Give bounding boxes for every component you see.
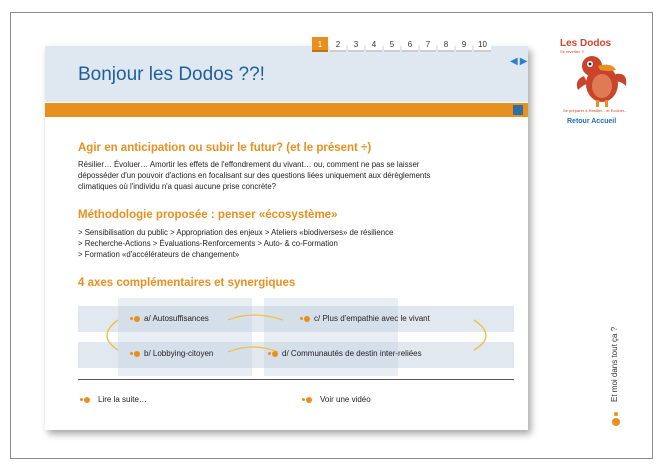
logo-subtitle: Se réveiller ?! <box>560 49 585 54</box>
section1-heading: Agir en anticipation ou subir le futur? (et le présent ÷) <box>78 142 372 154</box>
section3-heading: 4 axes complémentaires et synergiques <box>78 277 296 289</box>
page-link-4[interactable]: 4 <box>366 37 382 52</box>
section2-heading: Méthodologie proposée : penser «écosystème» <box>78 209 338 221</box>
page-nav <box>312 37 491 52</box>
page-link-5[interactable]: 5 <box>384 37 400 52</box>
page-link-9[interactable]: 9 <box>456 37 472 52</box>
read-more-link[interactable]: Lire la suite… <box>80 395 147 404</box>
page-link-6[interactable]: 6 <box>402 37 418 52</box>
video-link[interactable]: Voir une vidéo <box>302 395 371 404</box>
page-link-8[interactable]: 8 <box>438 37 454 52</box>
section1-line-3: climatiques où l'individu n'a quasi aucune prise concrète? <box>78 182 277 191</box>
orange-band <box>45 103 528 117</box>
axis-item-b[interactable]: b/ Lobbying-citoyen <box>130 349 213 358</box>
section2-line-2: > Recherche-Actions > Évaluations-Renforcements > Auto- & co-Formation <box>78 239 338 248</box>
divider <box>78 379 514 380</box>
section2-line-1: > Sensibilisation du public > Appropriation des enjeux > Ateliers «biodiverses» de résilience <box>78 228 394 237</box>
blue-square-icon <box>513 105 523 115</box>
page-link-3[interactable]: 3 <box>348 37 364 52</box>
logo-title: Les Dodos <box>560 38 612 49</box>
page-link-10[interactable]: 10 <box>474 37 491 52</box>
orange-dots-icon <box>268 351 278 357</box>
axes-diagram <box>78 298 514 376</box>
page-link-7[interactable]: 7 <box>420 37 436 52</box>
side-link-label[interactable]: Et moi dans tout ça ? <box>610 326 619 402</box>
logo-tagline: Se préparer à Résilier... et Evoluer... <box>563 108 628 113</box>
orange-dots-icon <box>130 351 140 357</box>
orange-dots-icon <box>302 397 312 403</box>
orange-dots-icon <box>80 397 90 403</box>
section2-line-3: > Formation «d'accélérateurs de changement» <box>78 250 240 259</box>
arrow-right-icon[interactable]: ▶ <box>519 56 528 67</box>
card-header <box>45 46 528 102</box>
axes-connector-curve <box>78 298 514 376</box>
page-title: Bonjour les Dodos ??! <box>78 64 265 85</box>
orange-dots-icon <box>130 316 140 322</box>
orange-dots-icon <box>610 410 622 428</box>
back-home-link[interactable]: Retour Accueil <box>567 118 617 125</box>
axis-item-c[interactable]: c/ Plus d'empathie avec le vivant <box>300 314 430 323</box>
arrow-left-icon[interactable]: ◀ <box>510 56 518 67</box>
axis-item-a[interactable]: a/ Autosuffisances <box>130 314 209 323</box>
section1-line-1: Résilier… Évoluer… Amortir les effets de l'effondrement du vivant… ou, comment ne pas se laisser <box>78 160 420 169</box>
section1-line-2: déposséder d'un pouvoir d'actions en focalisant sur des questions liées uniquement aux dérèglements <box>78 171 431 180</box>
page-link-1[interactable]: 1 <box>312 37 328 52</box>
axis-item-d[interactable]: d/ Communautés de destin inter-reliées <box>268 349 422 358</box>
page-link-2[interactable]: 2 <box>330 37 346 52</box>
nav-arrows <box>510 57 527 67</box>
orange-dots-icon <box>300 316 310 322</box>
dodo-logo-icon[interactable] <box>572 52 630 108</box>
